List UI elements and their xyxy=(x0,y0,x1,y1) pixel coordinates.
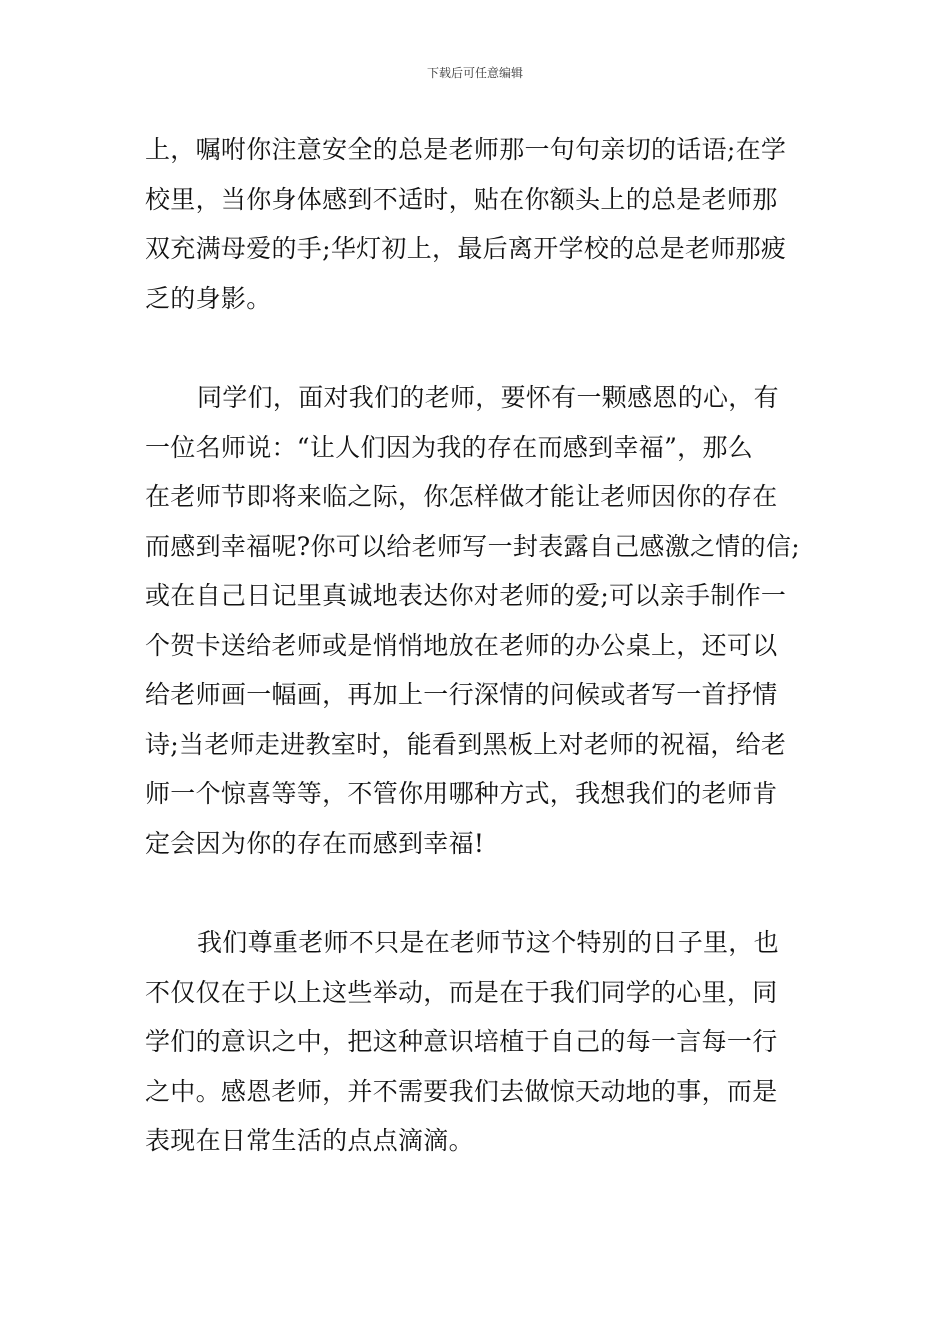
paragraph-line: 同学们，面对我们的老师，要怀有一颗感恩的心，有 xyxy=(197,383,779,412)
paragraph-line: 而感到幸福呢?你可以给老师写一封表露自己感激之情的信; xyxy=(145,531,800,561)
paragraph-3 xyxy=(145,918,810,1166)
paragraph-2 xyxy=(145,373,810,868)
paragraph-line: 之中。感恩老师，并不需要我们去做惊天动地的事，而是 xyxy=(145,1076,778,1106)
paragraph-line: 在老师节即将来临之际，你怎样做才能让老师因你的存在 xyxy=(145,482,778,511)
paragraph-line: 个贺卡送给老师或是悄悄地放在老师的办公桌上，还可以 xyxy=(145,630,778,660)
paragraph-line: 给老师画一幅画，再加上一行深情的问候或者写一首抒情 xyxy=(145,680,778,709)
paragraph-line: 一位名师说：“让人们因为我的存在而感到幸福”，那么 xyxy=(145,432,754,462)
paragraph-1 xyxy=(145,125,810,323)
paragraph-line: 表现在日常生活的点点滴滴。 xyxy=(145,1126,474,1155)
paragraph-line: 我们尊重老师不只是在老师节这个特别的日子里，也 xyxy=(197,928,779,957)
paragraph-line: 双充满母爱的手;华灯初上，最后离开学校的总是老师那疲 xyxy=(145,234,787,263)
paragraph-line: 不仅仅在于以上这些举动，而是在于我们同学的心里，同 xyxy=(145,977,778,1007)
paragraph-line: 上，嘱咐你注意安全的总是老师那一句句亲切的话语;在学 xyxy=(145,135,787,164)
paragraph-line: 定会因为你的存在而感到幸福! xyxy=(145,828,485,858)
paragraph-line: 师一个惊喜等等，不管你用哪种方式，我想我们的老师肯 xyxy=(145,779,778,808)
page-header: 下载后可任意编辑 xyxy=(426,66,523,80)
paragraph-line: 校里，当你身体感到不适时，贴在你额头上的总是老师那 xyxy=(145,184,778,214)
paragraph-line: 或在自己日记里真诚地表达你对老师的爱;可以亲手制作一 xyxy=(145,581,787,610)
paragraph-line: 乏的身影。 xyxy=(145,283,272,313)
paragraph-line: 学们的意识之中，把这种意识培植于自己的每一言每一行 xyxy=(145,1027,778,1056)
paragraph-line: 诗;当老师走进教室时，能看到黑板上对老师的祝福，给老 xyxy=(145,729,787,759)
